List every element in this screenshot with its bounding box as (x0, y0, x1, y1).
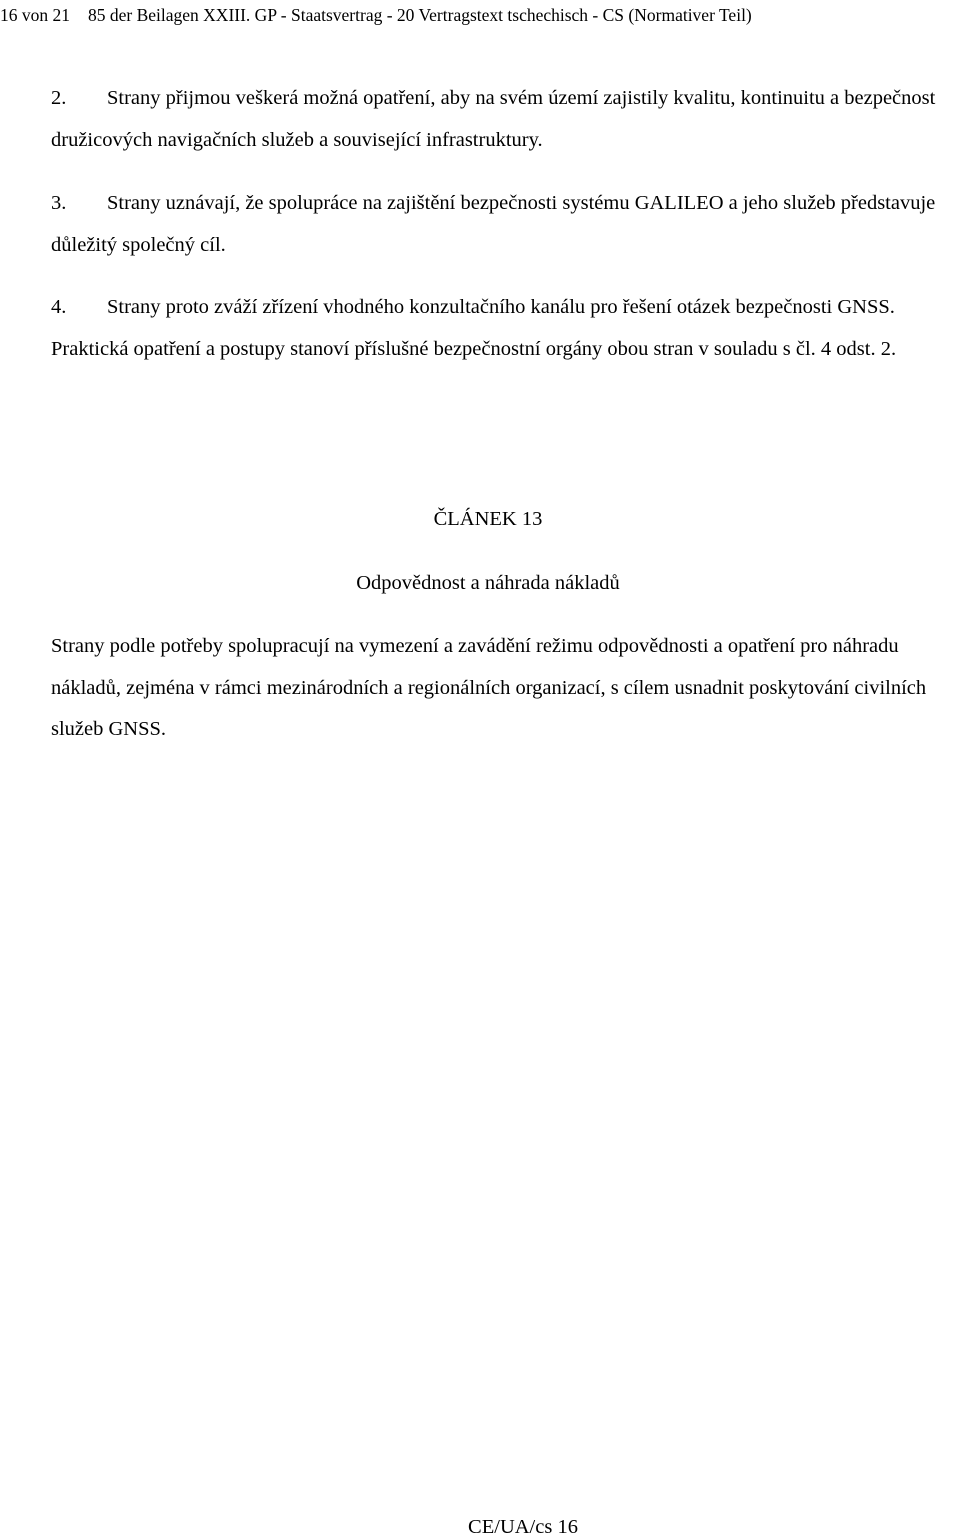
article-subtitle: Odpovědnost a náhrada nákladů (356, 572, 620, 594)
page-count: 16 von 21 (0, 5, 70, 25)
paragraph-3 (51, 183, 957, 266)
paragraph-text: Strany přijmou veškerá možná opatření, aby na svém území zajistily kvalitu, kontinuitu a bezpečnost družicových navigačních služeb a související infrastruktury. (51, 87, 936, 151)
footer-page-reference: CE/UA/cs 16 (468, 1516, 578, 1538)
paragraph-text: Strany uznávají, že spolupráce na zajištění bezpečnosti systému GALILEO a jeho služeb představuje důležitý společný cíl. (51, 192, 936, 256)
article-title: ČLÁNEK 13 (433, 508, 543, 530)
page-footer (0, 1514, 960, 1540)
paragraph-4 (51, 287, 960, 370)
paragraph-number: 4. (51, 296, 67, 318)
document-title: 85 der Beilagen XXIII. GP - Staatsvertrag - 20 Vertragstext tschechisch - CS (Normativer Teil) (88, 5, 752, 25)
article-body: Strany podle potřeby spolupracují na vymezení a zavádění režimu odpovědnosti a opatření pro náhradu nákladů, zejména v rámci mezinárodních a regionálních organizací, s cílem usnadnit poskytování civilních služeb GNSS. (51, 635, 927, 740)
paragraph-number: 3. (51, 192, 67, 214)
page-header (0, 4, 960, 26)
paragraph-text: Strany proto zváží zřízení vhodného konzultačního kanálu pro řešení otázek bezpečnosti GNSS. Praktická opatření a postupy stanoví příslušné bezpečnostní orgány obou stran v souladu s čl. 4 odst. 2. (51, 296, 897, 360)
paragraph-2 (51, 78, 957, 161)
paragraph-number: 2. (51, 87, 67, 109)
